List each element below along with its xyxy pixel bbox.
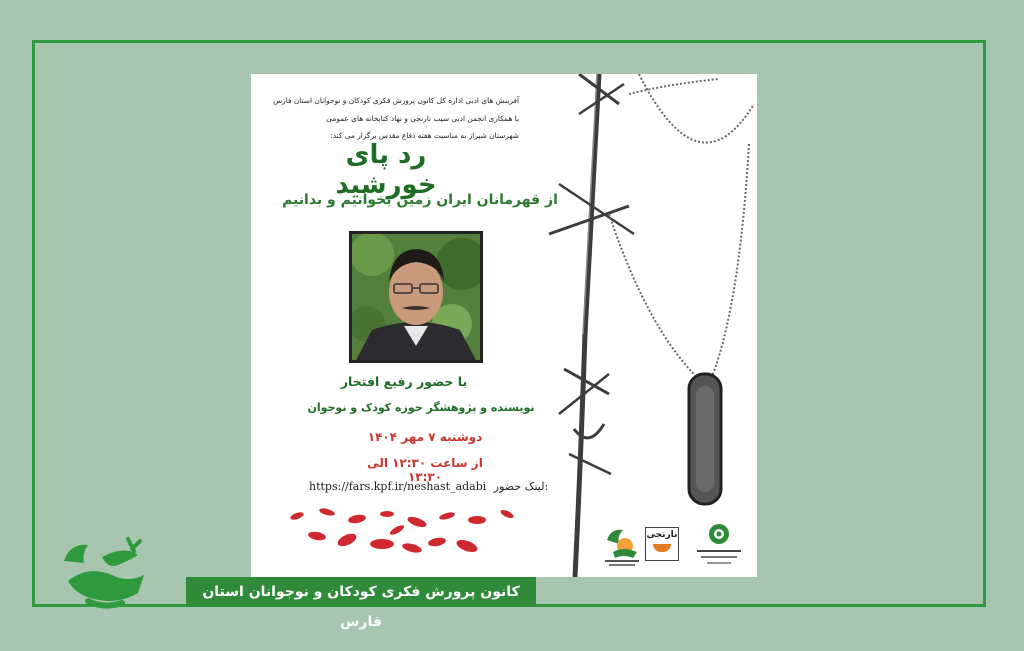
event-time: از ساعت ۱۲:۳۰ الی ۱۳:۳۰	[367, 456, 483, 484]
poster-title: رد پای خورشید	[335, 140, 437, 200]
poster-subtitle: از قهرمانان ایران زمین بخوانیم و بدانیم	[282, 192, 558, 208]
event-link-row	[309, 480, 548, 493]
guest-photo	[349, 231, 483, 363]
event-link-url[interactable]: https://fars.kpf.ir/neshast_adabi	[309, 480, 487, 493]
kanoon-logo-icon	[603, 522, 643, 568]
event-link-label: لینک حضور:	[493, 480, 549, 493]
library-logo-icon	[693, 522, 745, 568]
organization-banner: کانون پرورش فکری کودکان و نوجوانان استان فارس	[186, 577, 536, 607]
intro-line-3: شهرستان شیراز به مناسبت هفته دفاع مقدس برگزار می کند:	[330, 131, 519, 140]
event-date: دوشنبه ۷ مهر ۱۴۰۴	[367, 430, 483, 444]
naranj-logo-icon	[645, 527, 679, 561]
naranj-logo-text: نارنجی	[646, 530, 678, 540]
event-poster	[251, 74, 757, 577]
guest-name: با حضور رفیع افتخار	[340, 374, 468, 389]
guest-role: نویسنده و پژوهشگر حوزه کودک و نوجوان	[307, 401, 535, 414]
kanoon-brand-icon	[58, 535, 150, 611]
rose-petals-decoration	[287, 504, 527, 564]
poster-intro	[251, 92, 519, 145]
intro-line-1: آفرینش های ادبی اداره کل کانون پرورش فکری کودکان و نوجوانان استان فارس	[273, 96, 519, 105]
intro-line-2: با همکاری انجمن ادبی سیب نارنجی و نهاد کتابخانه های عمومی	[326, 113, 519, 123]
barbed-wire-dogtag-illustration	[539, 74, 757, 577]
